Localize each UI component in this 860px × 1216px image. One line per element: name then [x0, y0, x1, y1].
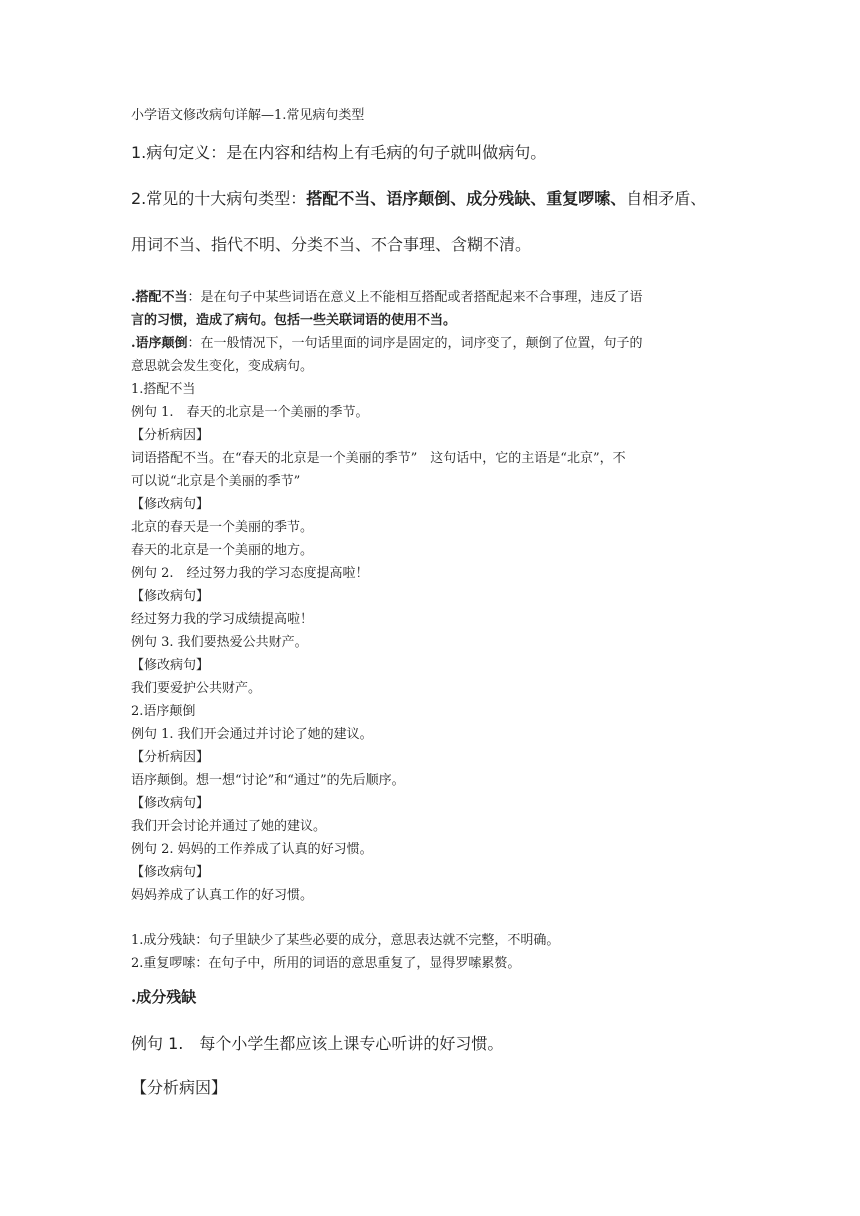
- text-line: 语序颠倒。想一想“讨论”和“通过”的先后顺序。: [131, 773, 405, 788]
- text-line: 【修改病句】: [131, 658, 210, 673]
- section-analysis: 【分析病因】: [131, 1078, 228, 1097]
- text-line: 1.搭配不当: [131, 382, 196, 397]
- doc-title: 小学语文修改病句详解—1.常见病句类型: [131, 108, 365, 123]
- text-line: 词语搭配不当。在“春天的北京是一个美丽的季节” 这句话中，它的主语是“北京”，不: [131, 451, 626, 466]
- text-line: 我们开会讨论并通过了她的建议。: [131, 819, 327, 834]
- text-line: 我们要爱护公共财产。: [131, 681, 262, 696]
- text-line: 【修改病句】: [131, 796, 210, 811]
- text-line: 北京的春天是一个美丽的季节。: [131, 520, 314, 535]
- types-prefix: 2.常见的十大病句类型：: [131, 189, 307, 208]
- text-line: 【修改病句】: [131, 589, 210, 604]
- text-line: 【修改病句】: [131, 865, 210, 880]
- types-bold: 搭配不当、语序颠倒、成分残缺、重复啰嗦、: [306, 189, 627, 208]
- note-line: 2.重复啰嗦：在句子中，所用的词语的意思重复了，显得罗嗦累赘。: [131, 956, 521, 971]
- yuxu-text: ：在一般情况下，一句话里面的词序是固定的，词序变了，颠倒了位置，句子的: [187, 336, 643, 351]
- text-line: 例句 2. 经过努力我的学习态度提高啦！: [131, 566, 369, 581]
- dapei-def-line-2: 言的习惯，造成了病句。包括一些关联词语的使用不当。: [131, 313, 457, 328]
- definition-line: 1.病句定义：是在内容和结构上有毛病的句子就叫做病句。: [131, 143, 547, 162]
- text-line: 经过努力我的学习成绩提高啦！: [131, 612, 314, 627]
- types-line-1: [131, 186, 706, 209]
- text-line: 【修改病句】: [131, 497, 210, 512]
- yuxu-def-line-1: [131, 332, 643, 351]
- yuxu-def-line-2: 意思就会发生变化，变成病句。: [131, 359, 314, 374]
- section-example: 例句 1. 每个小学生都应该上课专心听讲的好习惯。: [131, 1034, 504, 1053]
- yuxu-label: .语序颠倒: [131, 336, 188, 351]
- types-line-2: 用词不当、指代不明、分类不当、不合事理、含糊不清。: [131, 235, 532, 254]
- text-line: 例句 1. 我们开会通过并讨论了她的建议。: [131, 727, 373, 742]
- text-line: 例句 3. 我们要热爱公共财产。: [131, 635, 308, 650]
- dapei-label: .搭配不当: [131, 290, 188, 305]
- text-line: 【分析病因】: [131, 428, 210, 443]
- text-line: 可以说“北京是个美丽的季节”: [131, 474, 301, 489]
- text-line: 妈妈养成了认真工作的好习惯。: [131, 888, 314, 903]
- section-heading: .成分残缺: [131, 988, 197, 1006]
- dapei-text: ：是在句子中某些词语在意义上不能相互搭配或者搭配起来不合事理，违反了语: [187, 290, 643, 305]
- types-rest: 自相矛盾、: [626, 189, 707, 208]
- text-line: 春天的北京是一个美丽的地方。: [131, 543, 314, 558]
- text-line: 2.语序颠倒: [131, 704, 196, 719]
- note-line: 1.成分残缺：句子里缺少了某些必要的成分，意思表达就不完整，不明确。: [131, 933, 560, 948]
- text-line: 例句 1. 春天的北京是一个美丽的季节。: [131, 405, 369, 420]
- text-line: 例句 2. 妈妈的工作养成了认真的好习惯。: [131, 842, 373, 857]
- dapei-def-line-1: [131, 286, 643, 305]
- text-line: 【分析病因】: [131, 750, 210, 765]
